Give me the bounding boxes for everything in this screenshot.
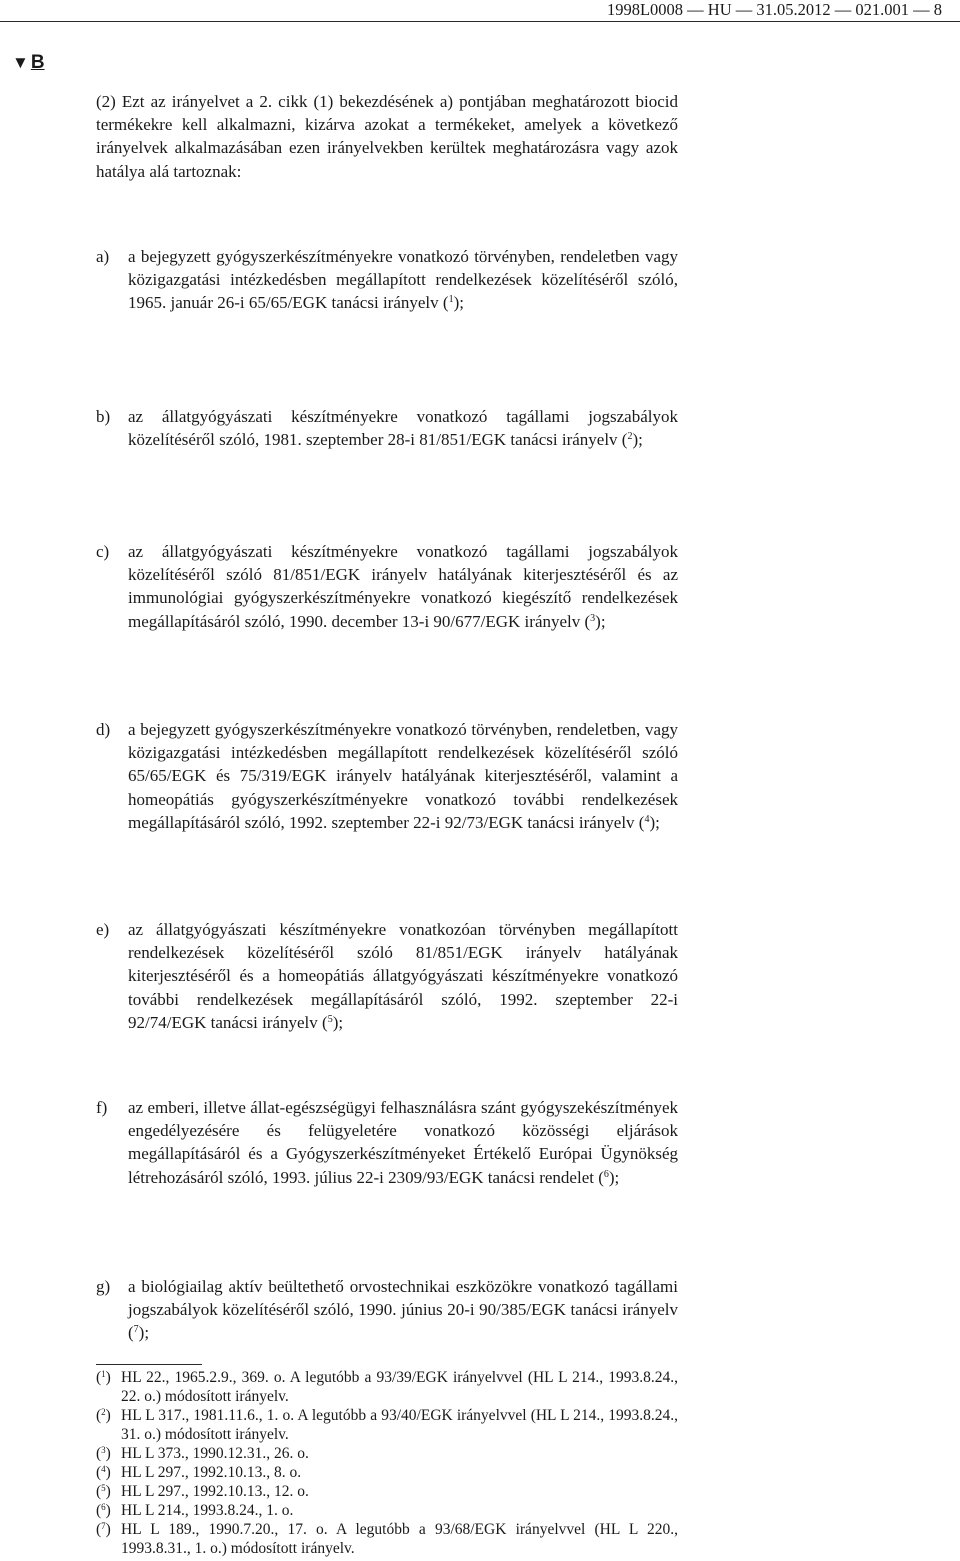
list-item-text: a bejegyzett gyógyszerkészítményekre vonatkozó törvényben, rendeletben, vagy közigazgatási intézkedésben megállapított rendelkezések közelítéséről szóló 65/65/EGK és 75/319/EGK irányelv hatályának kiterjesztéséről, valamint a homeopátiás gyógyszerkészítményekre vonatkozó további rendelkezések megállapításáról szóló, 1992. szeptember 22-i 92/73/EGK tanácsi irányelv ($^4$); — [128, 720, 678, 832]
footnote-ref: 4 — [644, 813, 650, 825]
list-item-text: az állatgyógyászati készítményekre vonatkozó tagállami jogszabályok közelítéséről szóló, 1981. szeptember 28-i 81/851/EGK tanácsi irányelv ($^2$); — [128, 407, 678, 450]
footnote-text: HL L 373., 1990.12.31., 26. o. — [121, 1445, 309, 1462]
intro-paragraph: (2) Ezt az irányelvet a 2. cikk (1) bekezdésének a) pontjában meghatározott biocid termékekre kell alkalmazni, kizárva azokat a termékeket, amelyek a következő irányelvek alkalmazásában ezen irányelvekben kerültek meghatározásra vagy azok hatálya alá tartoznak: — [96, 92, 678, 181]
footnote-ref: 5 — [327, 1013, 333, 1025]
footnote-ref: 2 — [627, 431, 633, 443]
footnote — [96, 1406, 678, 1444]
document-header: 1998L0008 — HU — 31.05.2012 — 021.001 — 8 — [606, 0, 942, 19]
footnote-number: ($^2$) — [96, 1407, 111, 1424]
list-item-letter: a) — [96, 247, 110, 266]
footnote-number: ($^3$) — [96, 1445, 111, 1462]
list-item-letter: d) — [96, 720, 111, 739]
footnote-text: HL L 297., 1992.10.13., 12. o. — [121, 1483, 309, 1500]
footnote — [96, 1482, 678, 1501]
footnote-number: ($^6$) — [96, 1502, 111, 1519]
triangle-down-icon: ▼ — [12, 53, 29, 72]
list-item-g — [96, 1275, 678, 1345]
list-item-letter: e) — [96, 920, 110, 939]
footnotes — [96, 1368, 678, 1558]
footnote-ref: 6 — [603, 1168, 609, 1180]
footnote-text: HL L 214., 1993.8.24., 1. o. — [121, 1502, 294, 1519]
header-rule — [0, 21, 960, 22]
footnote — [96, 1444, 678, 1463]
list-item-c — [96, 540, 678, 633]
footnote — [96, 1463, 678, 1482]
footnote-ref: 1 — [448, 294, 454, 306]
list-item-d — [96, 718, 678, 834]
list-item-letter: g) — [96, 1277, 111, 1296]
footnote-number: ($^7$) — [96, 1521, 111, 1538]
amendment-marker — [12, 52, 45, 74]
footnote-text: HL 22., 1965.2.9., 369. o. A legutóbb a 93/39/EGK irányelvvel (HL L 214., 1993.8.24., 22. o.) módosított irányelv. — [121, 1369, 678, 1405]
list-item-letter: f) — [96, 1098, 108, 1117]
list-item-a — [96, 245, 678, 315]
list-item-letter: b) — [96, 407, 111, 426]
footnote-ref: 3 — [590, 612, 596, 624]
amendment-marker-label: B — [30, 52, 45, 73]
list-item-text: az állatgyógyászati készítményekre vonatkozóan törvényben megállapított rendelkezések közelítéséről szóló 81/851/EGK irányelv hatályának kiterjesztéséről és a homeopátiás állatgyógyászati készítményekre vonatkozó további rendelkezések megállapításáról szóló, 1992. szeptember 22-i 92/74/EGK tanácsi irányelv ($^5$); — [128, 920, 678, 1032]
list-item-text: a biológiailag aktív beültethető orvostechnikai eszközökre vonatkozó tagállami jogszabályok közelítéséről szóló, 1990. június 20-i 90/385/EGK tanácsi irányelv ($^7$); — [128, 1277, 678, 1343]
list-item-e — [96, 918, 678, 1034]
list-item-text: az állatgyógyászati készítményekre vonatkozó tagállami jogszabályok közelítéséről szóló 81/851/EGK irányelv hatályának kiterjesztéséről és az immunológiai gyógyszerkészítményekre vonatkozó kiegészítő rendelkezések megállapításáról szóló, 1990. december 13-i 90/677/EGK irányelv ($^3$); — [128, 542, 678, 631]
list-item-text: a bejegyzett gyógyszerkészítményekre vonatkozó törvényben, rendeletben vagy közigazgatási intézkedésben megállapított rendelkezések közelítéséről szóló, 1965. január 26-i 65/65/EGK tanácsi irányelv ($^1$); — [128, 247, 678, 313]
footnote — [96, 1368, 678, 1406]
list-item-f — [96, 1096, 678, 1189]
footnote — [96, 1501, 678, 1520]
footnote-text: HL L 189., 1990.7.20., 17. o. A legutóbb a 93/68/EGK irányelvvel (HL L 220., 1993.8.31., 1. o.) módosított irányelv. — [121, 1521, 678, 1557]
footnote-ref: 7 — [133, 1324, 139, 1336]
list-item-letter: c) — [96, 542, 110, 561]
footnote-text: HL L 317., 1981.11.6., 1. o. A legutóbb a 93/40/EGK irányelvvel (HL L 214., 1993.8.24., 31. o.) módosított irányelv. — [121, 1407, 678, 1443]
footnote-text: HL L 297., 1992.10.13., 8. o. — [121, 1464, 302, 1481]
footnote-number: ($^4$) — [96, 1464, 111, 1481]
footnote-separator — [96, 1364, 202, 1365]
list-item-b — [96, 405, 678, 451]
footnote — [96, 1520, 678, 1558]
footnote-number: ($^5$) — [96, 1483, 111, 1500]
footnote-number: ($^1$) — [96, 1369, 111, 1386]
list-item-text: az emberi, illetve állat-egészségügyi felhasználásra szánt gyógyszekészítmények engedélyezésére és felügyeletére vonatkozó közösségi eljárások megállapításáról és a Gyógyszerkészítményeket Értékelő Európai Ügynökség létrehozásáról szóló, 1993. július 22-i 2309/93/EGK tanácsi rendelet ($^6$); — [128, 1098, 678, 1187]
